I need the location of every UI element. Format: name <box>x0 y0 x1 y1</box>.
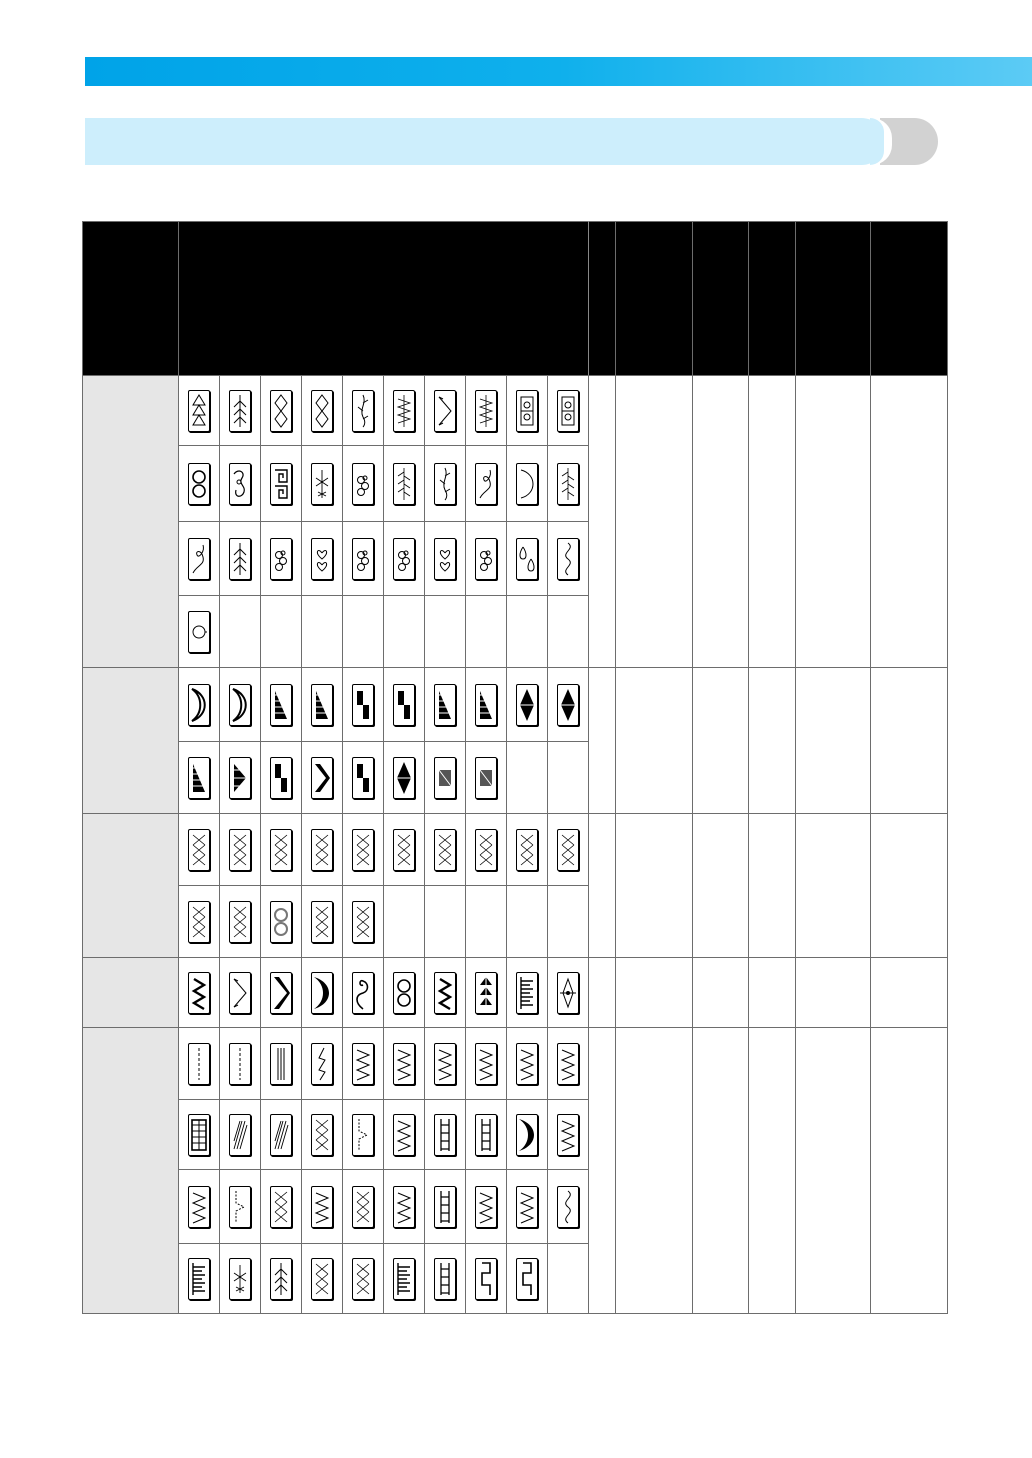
stitch-pattern-cell <box>466 886 507 958</box>
stitch-pattern-cell[interactable] <box>261 814 302 886</box>
setting-cell <box>616 958 693 1028</box>
zigzag-bold-stitch-icon[interactable] <box>188 972 210 1014</box>
stitch-pattern-cell[interactable] <box>261 668 302 742</box>
satin-crescent-stitch-icon[interactable] <box>229 684 251 726</box>
satin-diamond-stitch-icon[interactable] <box>557 684 579 726</box>
cross-stitch-icon[interactable] <box>352 901 374 943</box>
setting-cell <box>749 958 796 1028</box>
setting-cell <box>796 1028 871 1314</box>
setting-cell <box>616 376 693 668</box>
stitch-pattern-cell[interactable] <box>384 376 425 446</box>
setting-cell <box>796 814 871 958</box>
stitch-pattern-cell[interactable] <box>425 742 466 814</box>
header-col-4 <box>616 222 693 376</box>
header-accent-bar <box>85 57 1032 86</box>
floral-lattice-stitch-icon[interactable] <box>557 390 579 432</box>
blind-hem-stitch-icon[interactable] <box>229 1186 251 1228</box>
stitch-pattern-cell[interactable] <box>179 1100 220 1170</box>
straight-stitch-icon[interactable] <box>188 1043 210 1085</box>
wave-arrow-stitch-icon[interactable] <box>434 390 456 432</box>
table-row <box>83 376 948 446</box>
setting-cell <box>871 376 948 668</box>
table-row <box>83 814 948 886</box>
stitch-pattern-cell[interactable] <box>425 668 466 742</box>
stitch-pattern-cell[interactable] <box>179 1170 220 1244</box>
stitch-pattern-cell[interactable] <box>466 958 507 1028</box>
cross-stitch-icon[interactable] <box>352 829 374 871</box>
stitch-pattern-cell[interactable] <box>302 1028 343 1100</box>
cross-stitch-icon[interactable] <box>352 1258 374 1300</box>
stitch-pattern-cell[interactable] <box>261 1170 302 1244</box>
stitch-pattern-cell[interactable] <box>425 1100 466 1170</box>
stitch-pattern-cell[interactable] <box>425 376 466 446</box>
overlock-stitch-icon[interactable] <box>188 1114 210 1156</box>
cross-stitch-icon[interactable] <box>270 1186 292 1228</box>
ladder-stitch-icon[interactable] <box>434 1258 456 1300</box>
stitch-pattern-cell[interactable] <box>261 1028 302 1100</box>
setting-cell <box>871 1028 948 1314</box>
stitch-pattern-cell <box>220 596 261 668</box>
stitch-pattern-cell[interactable] <box>548 668 589 742</box>
stitch-pattern-cell[interactable] <box>343 814 384 886</box>
stitch-pattern-cell[interactable] <box>220 668 261 742</box>
satin-step-stitch-icon[interactable] <box>270 757 292 799</box>
stitch-pattern-cell[interactable] <box>466 814 507 886</box>
cross-stitch-icon[interactable] <box>270 829 292 871</box>
flower-stitch-icon[interactable] <box>352 463 374 505</box>
stitch-pattern-cell[interactable] <box>425 958 466 1028</box>
header-col-narrow <box>589 222 616 376</box>
category-cell <box>83 814 179 958</box>
section-tab-cap <box>880 118 938 165</box>
cross-stitch-icon[interactable] <box>311 1114 333 1156</box>
zigzag-stitch-icon[interactable] <box>393 1114 415 1156</box>
stitch-pattern-cell[interactable] <box>343 668 384 742</box>
stitch-pattern-cell <box>548 596 589 668</box>
stitch-pattern-cell[interactable] <box>179 376 220 446</box>
stitch-pattern-cell <box>507 886 548 958</box>
ladder-stitch-icon[interactable] <box>475 1114 497 1156</box>
straight-stitch-icon[interactable] <box>229 1043 251 1085</box>
cross-stitch-icon[interactable] <box>311 1258 333 1300</box>
stitch-pattern-cell <box>384 886 425 958</box>
stitch-pattern-cell[interactable] <box>179 522 220 596</box>
stitch-pattern-cell <box>425 596 466 668</box>
stitch-pattern-cell[interactable] <box>343 376 384 446</box>
header-col-5 <box>693 222 749 376</box>
flower-stitch-icon[interactable] <box>393 538 415 580</box>
bead-stitch-icon[interactable] <box>557 972 579 1014</box>
zigzag-stitch-icon[interactable] <box>311 1186 333 1228</box>
cross-stitch-icon[interactable] <box>434 829 456 871</box>
feather-stitch-icon[interactable] <box>557 463 579 505</box>
feather-stitch-icon[interactable] <box>393 463 415 505</box>
stitch-pattern-cell[interactable] <box>425 522 466 596</box>
stitch-pattern-cell <box>302 596 343 668</box>
stitch-pattern-cell[interactable] <box>507 1170 548 1244</box>
cross-stitch-icon[interactable] <box>352 1186 374 1228</box>
zigzag-stitch-icon[interactable] <box>557 1043 579 1085</box>
stitch-pattern-cell[interactable] <box>548 522 589 596</box>
satin-wedge-stitch-icon[interactable] <box>475 684 497 726</box>
setting-cell <box>871 958 948 1028</box>
stitch-pattern-cell[interactable] <box>179 1244 220 1314</box>
arrow-stack-stitch-icon[interactable] <box>475 972 497 1014</box>
stitch-pattern-cell[interactable] <box>425 1028 466 1100</box>
half-circle-stitch-icon[interactable] <box>516 463 538 505</box>
setting-cell <box>796 376 871 668</box>
table-row <box>83 668 948 742</box>
satin-step-stitch-icon[interactable] <box>352 757 374 799</box>
stitch-pattern-cell[interactable] <box>466 522 507 596</box>
stitch-pattern-cell[interactable] <box>220 1244 261 1314</box>
stitch-pattern-cell[interactable] <box>466 376 507 446</box>
stitch-pattern-cell[interactable] <box>343 958 384 1028</box>
stitch-pattern-cell[interactable] <box>507 668 548 742</box>
table-header-row <box>83 222 948 376</box>
loop-stitch-icon[interactable] <box>516 538 538 580</box>
setting-cell <box>871 814 948 958</box>
setting-cell <box>616 668 693 814</box>
stitch-pattern-cell <box>548 742 589 814</box>
stitch-pattern-cell[interactable] <box>548 1028 589 1100</box>
stitch-pattern-cell[interactable] <box>220 886 261 958</box>
satin-diamond-stitch-icon[interactable] <box>516 684 538 726</box>
stitch-pattern-cell[interactable] <box>179 1028 220 1100</box>
setting-cell <box>749 814 796 958</box>
stitch-pattern-cell <box>425 886 466 958</box>
section-title-bar <box>85 118 885 165</box>
satin-block-stitch-icon[interactable] <box>475 757 497 799</box>
cross-stitch-icon[interactable] <box>188 901 210 943</box>
stitch-pattern-cell[interactable] <box>302 376 343 446</box>
stitch-pattern-cell[interactable] <box>302 1244 343 1314</box>
setting-cell <box>693 1028 749 1314</box>
stitch-pattern-cell[interactable] <box>261 446 302 522</box>
zigzag-leaf-stitch-icon[interactable] <box>393 390 415 432</box>
zigzag-stitch-icon[interactable] <box>516 1043 538 1085</box>
stitch-pattern-cell[interactable] <box>507 522 548 596</box>
cross-stitch-icon[interactable] <box>188 829 210 871</box>
floral-lattice-stitch-icon[interactable] <box>516 390 538 432</box>
stitch-pattern-cell[interactable] <box>220 814 261 886</box>
stitch-pattern-cell <box>466 596 507 668</box>
stitch-pattern-cell[interactable] <box>384 522 425 596</box>
step-stitch-icon[interactable] <box>516 1258 538 1300</box>
cross-stitch-icon[interactable] <box>393 829 415 871</box>
vine-stitch-icon[interactable] <box>352 390 374 432</box>
stitch-pattern-cell[interactable] <box>548 958 589 1028</box>
stitch-pattern-cell[interactable] <box>507 958 548 1028</box>
stitch-pattern-cell <box>343 596 384 668</box>
star-stitch-icon[interactable] <box>311 463 333 505</box>
stitch-pattern-cell[interactable] <box>507 1028 548 1100</box>
setting-cell <box>589 814 616 958</box>
zigzag-stitch-icon[interactable] <box>475 1186 497 1228</box>
stitch-pattern-cell[interactable] <box>384 1244 425 1314</box>
infinity-loop-stitch-icon[interactable] <box>393 972 415 1014</box>
stitch-pattern-cell[interactable] <box>466 1244 507 1314</box>
zigzag-leaf-stitch-icon[interactable] <box>475 390 497 432</box>
satin-wedge-stitch-icon[interactable] <box>270 684 292 726</box>
setting-cell <box>589 668 616 814</box>
stitch-pattern-cell[interactable] <box>302 886 343 958</box>
stitch-pattern-cell[interactable] <box>220 742 261 814</box>
stitch-pattern-cell[interactable] <box>261 522 302 596</box>
cross-stitch-icon[interactable] <box>229 829 251 871</box>
serpentine-stitch-icon[interactable] <box>557 1186 579 1228</box>
cross-stitch-icon[interactable] <box>311 829 333 871</box>
zigzag-stitch-icon[interactable] <box>475 1043 497 1085</box>
stitch-pattern-cell <box>548 886 589 958</box>
circle-stitch-icon[interactable] <box>188 611 210 653</box>
stitch-pattern-cell[interactable] <box>343 886 384 958</box>
satin-step-stitch-icon[interactable] <box>352 684 374 726</box>
stitch-pattern-cell[interactable] <box>343 1170 384 1244</box>
zigzag-stitch-icon[interactable] <box>434 1043 456 1085</box>
stitch-pattern-cell[interactable] <box>548 814 589 886</box>
diagonal-stitch-icon[interactable] <box>270 1114 292 1156</box>
stitch-pattern-cell[interactable] <box>179 742 220 814</box>
stitch-pattern-cell <box>507 742 548 814</box>
stitch-pattern-cell[interactable] <box>384 742 425 814</box>
heart-stitch-icon[interactable] <box>434 538 456 580</box>
category-cell <box>83 1028 179 1314</box>
crescent-bold-stitch-icon[interactable] <box>516 1114 538 1156</box>
stitch-pattern-cell[interactable] <box>548 446 589 522</box>
category-cell <box>83 668 179 814</box>
stitch-pattern-cell[interactable] <box>261 1244 302 1314</box>
diamond-chain-stitch-icon[interactable] <box>311 390 333 432</box>
stitch-pattern-cell[interactable] <box>466 742 507 814</box>
serpentine-stitch-icon[interactable] <box>557 538 579 580</box>
stitch-pattern-table <box>82 221 948 1314</box>
satin-step-stitch-icon[interactable] <box>393 684 415 726</box>
stitch-pattern-cell[interactable] <box>220 1170 261 1244</box>
stitch-pattern-cell[interactable] <box>220 1100 261 1170</box>
stitch-pattern-cell[interactable] <box>343 742 384 814</box>
stitch-pattern-cell[interactable] <box>466 668 507 742</box>
infinity-loop-stitch-icon[interactable] <box>188 463 210 505</box>
satin-chevron-stitch-icon[interactable] <box>311 757 333 799</box>
stitch-pattern-cell[interactable] <box>179 446 220 522</box>
setting-cell <box>749 376 796 668</box>
stitch-pattern-cell[interactable] <box>302 958 343 1028</box>
zigzag-stitch-icon[interactable] <box>557 1114 579 1156</box>
stitch-pattern-cell[interactable] <box>343 1100 384 1170</box>
ladder-stitch-icon[interactable] <box>434 1186 456 1228</box>
stitch-pattern-cell <box>507 596 548 668</box>
setting-cell <box>796 668 871 814</box>
satin-block-stitch-icon[interactable] <box>434 757 456 799</box>
setting-cell <box>749 668 796 814</box>
zigzag-bold-stitch-icon[interactable] <box>434 972 456 1014</box>
stitch-pattern-cell[interactable] <box>384 958 425 1028</box>
setting-cell <box>693 668 749 814</box>
setting-cell <box>616 814 693 958</box>
stitch-pattern-cell[interactable] <box>261 742 302 814</box>
stitch-pattern-cell[interactable] <box>466 1170 507 1244</box>
header-col-7 <box>796 222 871 376</box>
header-category <box>83 222 179 376</box>
zigzag-stitch-icon[interactable] <box>352 1043 374 1085</box>
heart-stitch-icon[interactable] <box>311 538 333 580</box>
setting-cell <box>589 1028 616 1314</box>
stitch-pattern-cell[interactable] <box>384 1100 425 1170</box>
stitch-pattern-cell[interactable] <box>384 1028 425 1100</box>
satin-wedge-stitch-icon[interactable] <box>434 684 456 726</box>
branch-stitch-icon[interactable] <box>229 538 251 580</box>
setting-cell <box>693 814 749 958</box>
satin-wedge-stitch-icon[interactable] <box>311 684 333 726</box>
table-row <box>83 958 948 1028</box>
stitch-pattern-cell[interactable] <box>425 814 466 886</box>
setting-cell <box>693 376 749 668</box>
stitch-pattern-cell[interactable] <box>425 1244 466 1314</box>
cross-stitch-icon[interactable] <box>557 829 579 871</box>
cross-stitch-icon[interactable] <box>311 901 333 943</box>
stitch-pattern-cell <box>384 596 425 668</box>
zigzag-stitch-icon[interactable] <box>516 1186 538 1228</box>
stitch-pattern-cell[interactable] <box>548 1170 589 1244</box>
stitch-pattern-cell[interactable] <box>507 1100 548 1170</box>
diamond-chain-stitch-icon[interactable] <box>270 390 292 432</box>
stitch-pattern-cell[interactable] <box>425 446 466 522</box>
stitch-pattern-cell <box>548 1244 589 1314</box>
flower-stitch-icon[interactable] <box>270 538 292 580</box>
comb-stitch-icon[interactable] <box>516 972 538 1014</box>
header-col-8 <box>871 222 948 376</box>
zigzag-stitch-icon[interactable] <box>188 1186 210 1228</box>
zigzag-stitch-icon[interactable] <box>393 1043 415 1085</box>
stitch-pattern-cell[interactable] <box>425 1170 466 1244</box>
stitch-pattern-cell[interactable] <box>343 446 384 522</box>
star-stitch-icon[interactable] <box>229 1258 251 1300</box>
satin-diamond-stitch-icon[interactable] <box>393 757 415 799</box>
blind-hem-stitch-icon[interactable] <box>352 1114 374 1156</box>
flower-stitch-icon[interactable] <box>475 538 497 580</box>
header-col-6 <box>749 222 796 376</box>
cross-stitch-icon[interactable] <box>229 901 251 943</box>
category-cell <box>83 376 179 668</box>
stitch-pattern-cell[interactable] <box>261 1100 302 1170</box>
stitch-pattern-cell[interactable] <box>384 446 425 522</box>
setting-cell <box>589 376 616 668</box>
stitch-pattern-cell[interactable] <box>507 376 548 446</box>
stitch-pattern-cell[interactable] <box>302 522 343 596</box>
cross-stitch-icon[interactable] <box>475 829 497 871</box>
chevron-bold-stitch-icon[interactable] <box>270 972 292 1014</box>
stitch-pattern-cell[interactable] <box>384 668 425 742</box>
lightning-stitch-icon[interactable] <box>311 1043 333 1085</box>
comb-stitch-icon[interactable] <box>188 1258 210 1300</box>
scroll-stitch-icon[interactable] <box>229 463 251 505</box>
setting-cell <box>616 1028 693 1314</box>
category-cell <box>83 958 179 1028</box>
setting-cell <box>693 958 749 1028</box>
stitch-pattern-cell[interactable] <box>507 446 548 522</box>
stitch-pattern-cell[interactable] <box>384 1170 425 1244</box>
stitch-pattern-cell[interactable] <box>220 522 261 596</box>
satin-wedge-stitch-icon[interactable] <box>188 757 210 799</box>
stitch-pattern-cell[interactable] <box>466 446 507 522</box>
triangle-stack-stitch-icon[interactable] <box>188 390 210 432</box>
cross-stitch-icon[interactable] <box>516 829 538 871</box>
ladder-stitch-icon[interactable] <box>434 1114 456 1156</box>
satin-crescent-stitch-icon[interactable] <box>188 684 210 726</box>
stitch-pattern-cell[interactable] <box>179 814 220 886</box>
stitch-pattern-cell[interactable] <box>343 1028 384 1100</box>
spiral-stitch-icon[interactable] <box>352 972 374 1014</box>
stitch-pattern-cell[interactable] <box>179 958 220 1028</box>
stitch-pattern-cell[interactable] <box>261 886 302 958</box>
stitch-pattern-cell[interactable] <box>261 958 302 1028</box>
stitch-pattern-cell[interactable] <box>466 1100 507 1170</box>
stitch-pattern-cell[interactable] <box>384 814 425 886</box>
stitch-pattern-cell[interactable] <box>220 446 261 522</box>
stitch-pattern-cell[interactable] <box>343 1244 384 1314</box>
setting-cell <box>871 668 948 814</box>
stitch-pattern-cell[interactable] <box>302 742 343 814</box>
stitch-pattern-cell[interactable] <box>179 668 220 742</box>
stitch-pattern-cell[interactable] <box>507 1244 548 1314</box>
stitch-pattern-cell[interactable] <box>261 376 302 446</box>
stitch-pattern-cell[interactable] <box>302 1170 343 1244</box>
greek-key-stitch-icon[interactable] <box>270 463 292 505</box>
stitch-pattern-cell[interactable] <box>302 1100 343 1170</box>
vine-stitch-icon[interactable] <box>434 463 456 505</box>
zigzag-stitch-icon[interactable] <box>393 1186 415 1228</box>
branch-stitch-icon[interactable] <box>229 390 251 432</box>
curl-stitch-icon[interactable] <box>475 463 497 505</box>
stitch-pattern-cell[interactable] <box>466 1028 507 1100</box>
diagonal-stitch-icon[interactable] <box>229 1114 251 1156</box>
setting-cell <box>749 1028 796 1314</box>
wave-arrow-stitch-icon[interactable] <box>229 972 251 1014</box>
satin-arrow-stitch-icon[interactable] <box>229 757 251 799</box>
triple-straight-stitch-icon[interactable] <box>270 1043 292 1085</box>
setting-cell <box>796 958 871 1028</box>
stitch-pattern-cell[interactable] <box>302 814 343 886</box>
stitch-pattern-cell <box>261 596 302 668</box>
stitch-pattern-cell[interactable] <box>343 522 384 596</box>
stitch-pattern-cell[interactable] <box>302 446 343 522</box>
stitch-pattern-cell[interactable] <box>548 1100 589 1170</box>
branch-stitch-icon[interactable] <box>270 1258 292 1300</box>
figure-eight-stitch-icon[interactable] <box>270 901 292 943</box>
stitch-pattern-cell[interactable] <box>220 1028 261 1100</box>
header-stitch-patterns <box>179 222 589 376</box>
setting-cell <box>589 958 616 1028</box>
stitch-pattern-cell[interactable] <box>220 376 261 446</box>
comb-stitch-icon[interactable] <box>393 1258 415 1300</box>
stitch-pattern-cell[interactable] <box>220 958 261 1028</box>
step-stitch-icon[interactable] <box>475 1258 497 1300</box>
stitch-pattern-cell[interactable] <box>507 814 548 886</box>
stitch-pattern-cell[interactable] <box>302 668 343 742</box>
stitch-pattern-cell[interactable] <box>179 596 220 668</box>
curl-stitch-icon[interactable] <box>188 538 210 580</box>
table-row <box>83 1028 948 1100</box>
stitch-pattern-cell[interactable] <box>179 886 220 958</box>
stitch-pattern-cell[interactable] <box>548 376 589 446</box>
flower-stitch-icon[interactable] <box>352 538 374 580</box>
crescent-bold-stitch-icon[interactable] <box>311 972 333 1014</box>
